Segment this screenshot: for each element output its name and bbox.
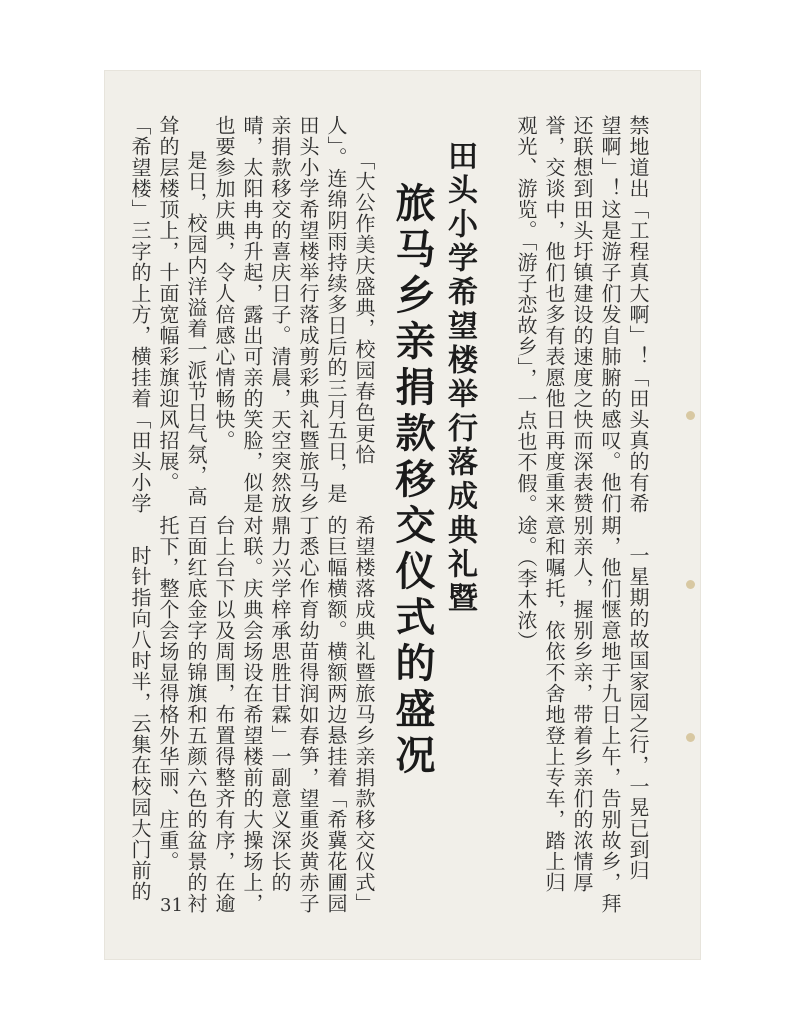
lower-column-6: 希望楼落成典礼暨旅马乡亲捐款移交仪式」 (352, 515, 376, 914)
lower-column-9: 鼎力兴学梓承思胜甘霖」一副意义深长的 (268, 515, 292, 893)
lower-column-4: 意和嘱托，依依不舍地登上专车，踏上归 (542, 515, 566, 893)
lower-column-1: 一星期的故国家园之行，一晃已到归 (626, 545, 650, 881)
lower-column-14: 时针指向八时半，云集在校园大门前的 (128, 545, 152, 902)
upper-column-12: 是日，校园内洋溢着一派节日气氛，高 (184, 150, 208, 507)
page-number: 31 (160, 895, 183, 916)
lower-column-10: 对联。庆典会场设在希望楼前的大操场上， (240, 515, 264, 914)
lower-column-5: 途。（李木浓） (514, 515, 538, 652)
lower-column-11: 台上台下以及周围，布置得整齐有序，在逾 (212, 515, 236, 914)
lower-column-13: 托下，整个会场显得格外华丽、庄重。 (156, 515, 180, 872)
title-line-2: 旅马乡亲捐款移交仪式的盛况 (389, 182, 435, 780)
lower-column-8: 丁悉心作育幼苗得润如春笋，望重炎黄赤子 (296, 515, 320, 914)
title-line-1: 田头小学希望楼举行落成典礼暨 (442, 140, 477, 616)
binding-hole (686, 411, 695, 420)
lower-column-12: 百面红底金字的锦旗和五颜六色的盆景的衬 (184, 515, 208, 914)
lower-column-3: 别亲人，握别乡亲，带着乡亲们的浓情厚 (570, 515, 594, 893)
lower-column-2: 期，他们惬意地于九日上午，告别故乡，拜 (598, 515, 622, 914)
upper-column-4: 誉，交谈中，他们也多有表愿他日再度重来 (542, 115, 566, 514)
upper-column-8: 田头小学希望楼举行落成剪彩典礼暨旅马乡 (296, 115, 320, 514)
lower-column-7: 的巨幅横额。横额两边悬挂着「希冀花圃园 (324, 515, 348, 914)
upper-column-7: 人」。连绵阴雨持续多日后的三月五日，是 (324, 115, 348, 504)
upper-column-14: 「希望楼」三字的上方，横挂着「田头小学 (128, 115, 152, 514)
upper-column-5: 观光、游览。「游子恋故乡」，一点也不假。 (514, 115, 538, 515)
upper-column-9: 亲捐款移交的喜庆日子。清晨，天空突然放 (268, 115, 292, 514)
upper-column-13: 耸的层楼顶上，十面宽幅彩旗迎风招展。 (156, 115, 180, 493)
upper-column-1: 禁地道出「工程真大啊」！「田头真的有希 (626, 115, 650, 514)
binding-hole (686, 733, 695, 742)
upper-column-10: 晴，太阳冉冉升起，露出可亲的笑脸，似是 (240, 115, 264, 514)
upper-column-11: 也要参加庆典，令人倍感心情畅快。 (212, 115, 236, 451)
upper-column-3: 还联想到田头圩镇建设的速度之快而深表赞 (570, 115, 594, 514)
binding-hole (686, 580, 695, 589)
upper-column-6: 「大公作美庆盛典，校园春色更恰 (352, 150, 376, 465)
upper-column-2: 望啊」！这是游子们发自肺腑的感叹。他们 (598, 115, 622, 514)
